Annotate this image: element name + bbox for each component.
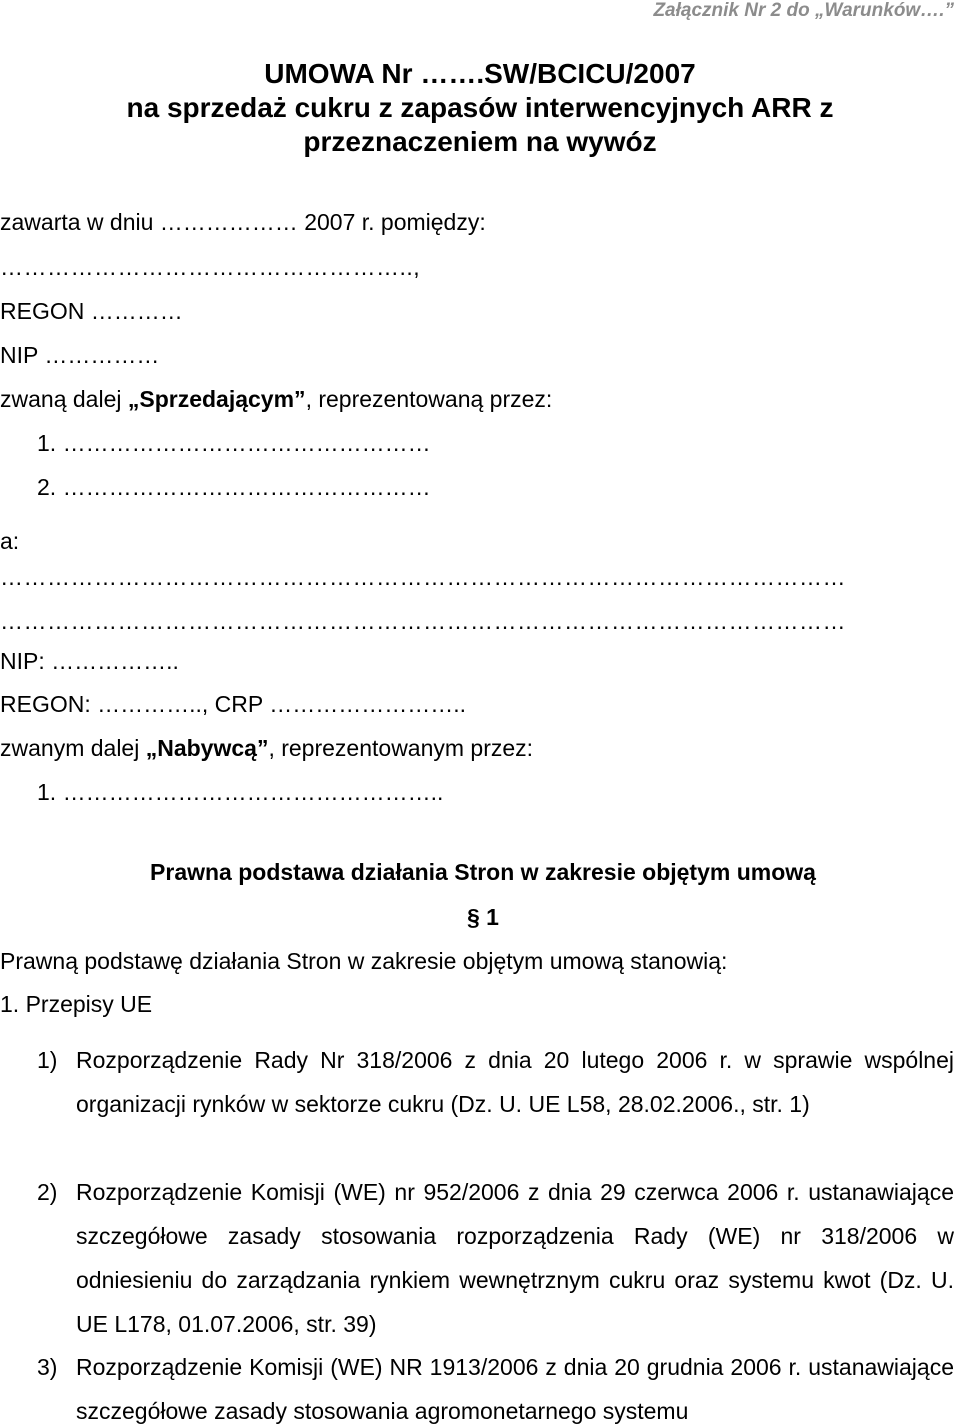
seller-representative-1: 1. ………………………………………… — [37, 430, 431, 456]
seller-name-line: …………………………………………….., — [0, 254, 421, 280]
section-intro: Prawną podstawę działania Stron w zakresie objętym umową stanowią: — [0, 948, 728, 974]
buyer-nip: NIP: …………….. — [0, 648, 179, 674]
seller-called-line — [0, 384, 552, 414]
regulation-3-text: Rozporządzenie Komisji (WE) NR 1913/2006 z dnia 20 grudnia 2006 r. ustanawiające szczegółowe zasady stosowania agromonetarnego systemu — [76, 1354, 954, 1424]
seller-role: „Sprzedającym” — [127, 386, 306, 412]
buyer-name-line-2: ……………………………………………………………………………………………… — [0, 608, 846, 634]
contract-title: UMOWA Nr …….SW/BCICU/2007 — [264, 58, 696, 89]
buyer-representative-1: 1. ………………………………………….. — [37, 779, 444, 805]
buyer-called-line — [0, 733, 533, 763]
concluded-date-line: zawarta w dniu ……………… 2007 r. pomiędzy: — [0, 209, 486, 235]
regulation-1-number: 1) — [37, 1047, 58, 1073]
regulation-3-number: 3) — [37, 1354, 58, 1380]
buyer-called-suffix: , reprezentowanym przez: — [268, 735, 534, 761]
regulation-2-number: 2) — [37, 1179, 58, 1205]
section-heading: Prawna podstawa działania Stron w zakresie objętym umową — [150, 859, 816, 885]
buyer-and: a: — [0, 528, 20, 554]
seller-representative-2: 2. ………………………………………… — [37, 474, 431, 500]
contract-subtitle-line2: przeznaczeniem na wywóz — [303, 126, 657, 157]
paragraph-mark: § 1 — [467, 904, 499, 930]
seller-nip: NIP …………… — [0, 342, 160, 368]
point-eu-regulations: 1. Przepisy UE — [0, 991, 153, 1017]
buyer-role: „Nabywcą” — [145, 735, 269, 761]
seller-called-prefix: zwaną dalej — [0, 386, 128, 412]
regulation-2-text: Rozporządzenie Komisji (WE) nr 952/2006 z dnia 29 czerwca 2006 r. ustanawiające szczegółowe zasady stosowania rozporządzenia Rady (WE) nr 318/2006 w odniesieniu do zarządzania rynkiem wewnętrznym cukru oraz systemu kwot (Dz. U. UE L178, 01.07.2006, str. 39) — [76, 1179, 954, 1337]
seller-regon: REGON ………… — [0, 298, 183, 324]
buyer-regon-crp: REGON: ………….., CRP …………………….. — [0, 691, 466, 717]
regulation-1-text: Rozporządzenie Rady Nr 318/2006 z dnia 20 lutego 2006 r. w sprawie wspólnej organizacji rynków w sektorze cukru (Dz. U. UE L58, 28.02.2006., str. 1) — [76, 1047, 954, 1117]
contract-subtitle-line1: na sprzedaż cukru z zapasów interwencyjnych ARR z — [126, 92, 834, 123]
buyer-name-line-1: ……………………………………………………………………………………………… — [0, 564, 846, 590]
seller-called-suffix: , reprezentowaną przez: — [305, 386, 553, 412]
annex-note: Załącznik Nr 2 do „Warunków….” — [653, 0, 954, 21]
buyer-called-prefix: zwanym dalej — [0, 735, 146, 761]
